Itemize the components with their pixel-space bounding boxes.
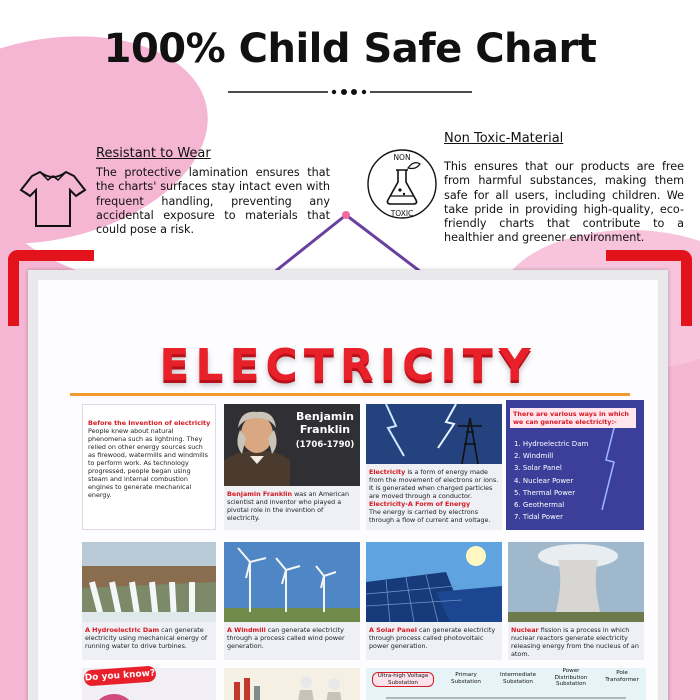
card-power-plant-diagram — [224, 668, 360, 700]
feature-text-wear: The protective lamination ensures that the charts' surfaces stay intact even with frequent handling, preventing any accidental exposure to materials that could pose a risk. — [96, 166, 330, 237]
card-electricity-definition — [366, 404, 502, 530]
solar-term: A Solar Panel — [369, 626, 417, 634]
ways-list — [514, 438, 588, 523]
poster-title: ELECTRICITY — [159, 340, 537, 391]
badge-bottom-text: TOXIC — [390, 209, 414, 218]
card-grid-distribution — [366, 668, 646, 700]
grid-label-primary: Primary Substation — [451, 672, 481, 685]
ways-item: 2. Windmill — [514, 452, 554, 461]
franklin-years: (1706-1790) — [295, 440, 355, 450]
ways-item: 6. Geothermal — [514, 501, 565, 510]
card-windmill — [224, 542, 360, 660]
electricity-definition: is a form of energy made from the movement of electrons or ions. It is generated when charged particles are moved through a conductor. — [369, 468, 499, 500]
windmill-term: A Windmill — [227, 626, 266, 634]
lightning-tower-photo — [366, 404, 502, 464]
cooling-tower-photo — [508, 542, 644, 622]
grid-label-distribution: Power Distribution Substation — [554, 668, 588, 688]
grid-label-pole: Pole Transformer — [605, 670, 639, 683]
franklin-name: Benjamin Franklin — [296, 410, 354, 436]
ways-item: 5. Thermal Power — [514, 488, 576, 497]
badge-top-text: NON — [393, 153, 411, 162]
card-nuclear — [508, 542, 644, 660]
dam-photo — [82, 542, 216, 622]
do-you-know-label: Do you know? — [84, 666, 157, 687]
franklin-photo — [224, 404, 360, 486]
grid-label-uhv: Ultra-high Voltage Substation — [372, 672, 434, 687]
poster-title-underline — [70, 393, 630, 396]
card-franklin — [224, 404, 360, 530]
headline: 100% Child Safe Chart — [103, 26, 597, 72]
ways-heading: There are various ways in which we can generate electricity:- — [510, 408, 636, 428]
divider-ornament — [228, 88, 472, 96]
before-heading: Before the Invention of electricity — [88, 419, 211, 427]
ways-item: 4. Nuclear Power — [514, 476, 574, 485]
card-hydroelectric — [82, 542, 216, 660]
grid-label-intermediate: Intermediate Substation — [499, 672, 537, 685]
ways-item: 7. Tidal Power — [514, 513, 563, 522]
card-ways-to-generate — [506, 400, 644, 530]
nuclear-term: Nuclear — [511, 626, 539, 634]
hydro-body: can generate electricity using mechanical energy of running water to drive turbines. — [85, 626, 208, 650]
card-before-electricity — [82, 404, 216, 530]
shirt-icon — [18, 166, 88, 230]
poster-canvas — [38, 280, 658, 700]
feature-text-nontoxic: This ensures that our products are free from harmful substances, making them safe for all users, including children. We take pride in providing high-quality, eco-friendly charts that contribute to a healthier and greener environment. — [444, 160, 684, 245]
feature-title-nontoxic: Non Toxic-Material — [444, 131, 564, 146]
windmill-body: can generate electricity through a process called wind power generation. — [227, 626, 345, 650]
franklin-caption: was an American scientist and inventor who played a pivotal role in the invention of electricity. — [227, 490, 349, 522]
lightning-tower-illustration — [366, 404, 502, 464]
ways-item: 1. Hydroelectric Dam — [514, 440, 589, 448]
ways-item: 3. Solar Panel — [514, 464, 562, 473]
solar-body: can generate electricity through process called photovoltaic power generation. — [369, 626, 496, 650]
electricity-form-body: The energy is carried by electrons through a flow of current and voltage. — [369, 508, 491, 524]
electricity-form-heading: Electricity-A Form of Energy — [369, 500, 471, 508]
windmill-photo — [224, 542, 360, 622]
hydro-term: A Hydroelectric Dam — [85, 626, 160, 634]
electricity-poster — [28, 270, 668, 700]
franklin-caption-name: Benjamin Franklin — [227, 490, 293, 498]
before-body: People knew about natural phenomena such as lightning. They relied on other energy sources such as firewood, watermills and windmills to perform work. As technology progressed, people began using steam and internal combustion engines to generate mechanical energy. — [88, 427, 208, 499]
power-plant-illustration — [224, 668, 360, 700]
card-solar — [366, 542, 502, 660]
electricity-term: Electricity — [369, 468, 406, 476]
feature-title-wear: Resistant to Wear — [96, 146, 211, 161]
nuclear-body: fission is a process in which nuclear reactors generate electricity releasing energy from the nucleus of an atom. — [511, 626, 639, 658]
solar-panel-photo — [366, 542, 502, 622]
